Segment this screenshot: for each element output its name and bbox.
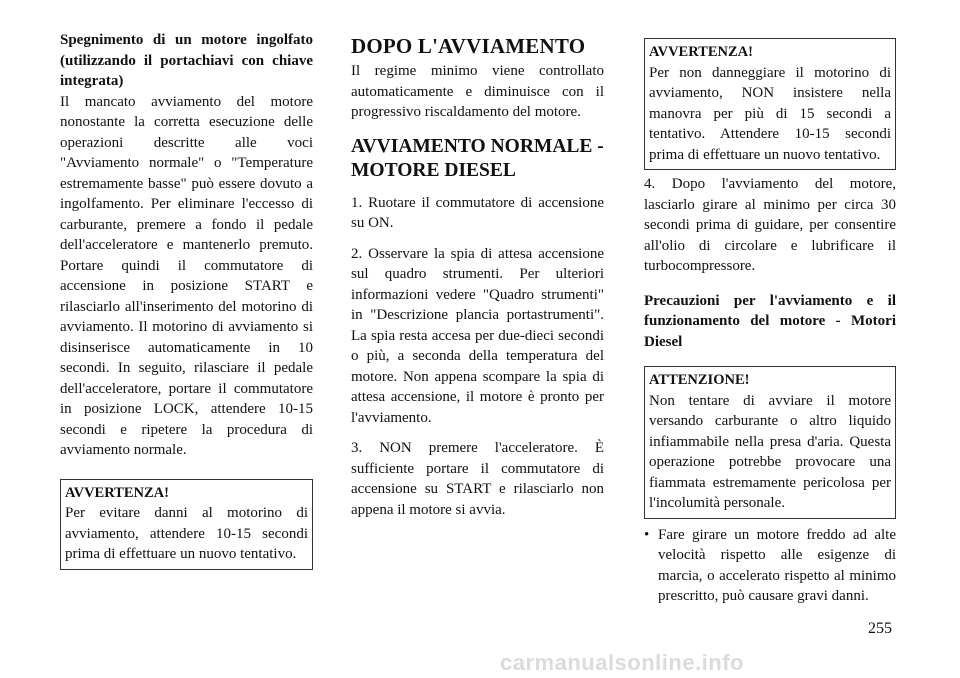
caution-text: Non tentare di avviare il motore versando carburante o altro liquido infiammabile nella presa d'aria. Questa operazione potrebbe provocare una fiammata estremamente pericolosa per l'incolumità personale. — [649, 392, 891, 511]
warning-box-starter — [644, 38, 896, 170]
after-start-text: Il regime minimo viene controllato automaticamente e diminuisce con il progressivo riscaldamento del motore. — [351, 63, 604, 120]
subsection-title-diesel-start: AVVIAMENTO NORMALE - MOTORE DIESEL — [351, 135, 604, 181]
section-heading-flooded-engine: Spegnimento di un motore ingolfato (utilizzando il portachiavi con chiave integrata) — [60, 32, 313, 89]
step-item: 3. NON premere l'acceleratore. È sufficiente portare il commutatore di accensione su START e rilasciarlo non appena il motore si avvia. — [351, 440, 604, 518]
bullet-item: • Fare girare un motore freddo ad alte velocità rispetto alle esigenze di marcia, o accelerato rispetto al minimo prescritto, può causare gravi danni. — [644, 525, 896, 607]
bullet-list — [644, 525, 896, 607]
warning-box — [60, 479, 313, 570]
section-title-after-start: DOPO L'AVVIAMENTO — [351, 34, 586, 58]
warning-title: AVVERTENZA! — [65, 484, 169, 501]
step-item: 4. Dopo l'avviamento del motore, lasciarlo girare al minimo per circa 30 secondi prima di guidare, per consentire all'olio di circolare e lubrificare il turbocompressore. — [644, 176, 896, 274]
warning-text: Per evitare danni al motorino di avviamento, attendere 10-15 secondi prima di effettuare un nuovo tentativo. — [65, 505, 308, 562]
middle-column — [351, 30, 604, 520]
caution-title: ATTENZIONE! — [649, 372, 750, 388]
caution-box — [644, 366, 896, 519]
warning-text: Per non danneggiare il motorino di avviamento, NON insistere nella manovra per più di 15 secondi a tentativo. Attendere 10-15 secondi prima di effettuare un nuovo tentativo. — [649, 64, 891, 163]
flooded-engine-body: Il mancato avviamento del motore nonostante la corretta esecuzione delle operazioni descritte alle voci "Avviamento normale" o "Temperature estremamente basse" può essere dovuto a ingolfamento. Per eliminare l'eccesso di carburante, premere a fondo il pedale dell'acceleratore e mantenerlo premuto. Portare quindi il commutatore di accensione in posizione START e rilasciarlo all'inserimento del motorino di avviamento. Il motorino di avviamento si disinserisce automaticamente in 10 secondi. In seguito, rilasciare il pedale dell'acceleratore, portare il commutatore in posizione LOCK, attendere 10-15 secondi e ripetere la procedura di avviamento normale. — [60, 93, 313, 458]
watermark-text: carmanualsonline.info — [500, 650, 744, 675]
section-heading-precautions: Precauzioni per l'avviamento e il funzionamento del motore - Motori Diesel — [644, 292, 896, 350]
step-item: 1. Ruotare il commutatore di accensione su ON. — [351, 194, 604, 231]
left-column — [60, 30, 313, 570]
right-column — [644, 38, 896, 607]
page-number: 255 — [868, 620, 892, 637]
warning-title: AVVERTENZA! — [649, 44, 753, 60]
step-item: 2. Osservare la spia di attesa accensione sul quadro strumenti. Per ulteriori informazioni vedere "Quadro strumenti" in "Descrizione plancia portastrumenti". La spia resta accesa per due-dieci secondi o più, a seconda della temperatura del motore. Non appena scompare la spia di attesa accensione, il motore è pronto per l'avviamento. — [351, 245, 604, 426]
